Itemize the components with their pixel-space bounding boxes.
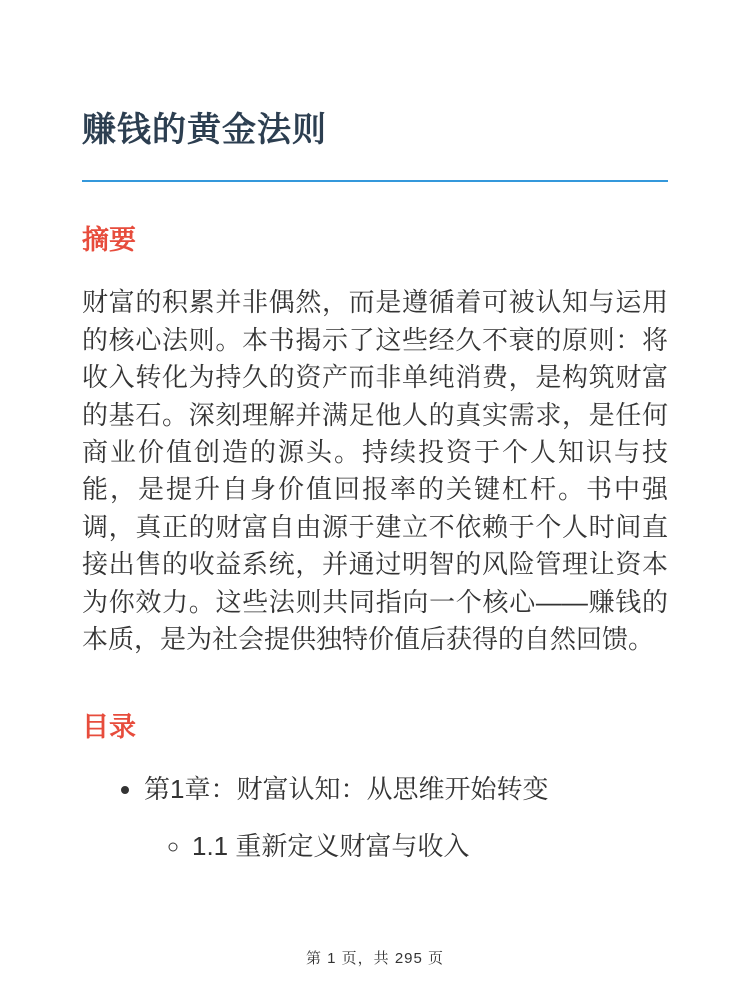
toc-heading: 目录: [82, 711, 136, 742]
toc-chapter-item: [144, 771, 668, 865]
title-divider: [82, 180, 668, 182]
toc-list: [82, 771, 668, 865]
page-title: 赚钱的黄金法则: [82, 111, 327, 149]
toc-section-label: 1.1 重新定义财富与收入: [192, 830, 470, 861]
toc-sublist: [144, 828, 668, 865]
abstract-heading: 摘要: [82, 224, 136, 255]
toc-chapter-label: 第1章：财富认知：从思维开始转变: [144, 774, 549, 805]
page-footer: [0, 947, 750, 968]
page-indicator: 第 1 页，共 295 页: [305, 950, 445, 967]
toc-section-item: [192, 828, 668, 865]
abstract-paragraph: 财富的积累并非偶然，而是遵循着可被认知与运用的核心法则。本书揭示了这些经久不衰的原则：将收入转化为持久的资产而非单纯消费，是构筑财富的基石。深刻理解并满足他人的真实需求，是任何商业价值创造的源头。持续投资于个人知识与技能，是提升自身价值回报率的关键杠杆。书中强调，真正的财富自由源于建立不依赖于个人时间直接出售的收益系统，并通过明智的风险管理让资本为你效力。这些法则共同指向一个核心——赚钱的本质，是为社会提供独特价值后获得的自然回馈。: [82, 287, 668, 655]
